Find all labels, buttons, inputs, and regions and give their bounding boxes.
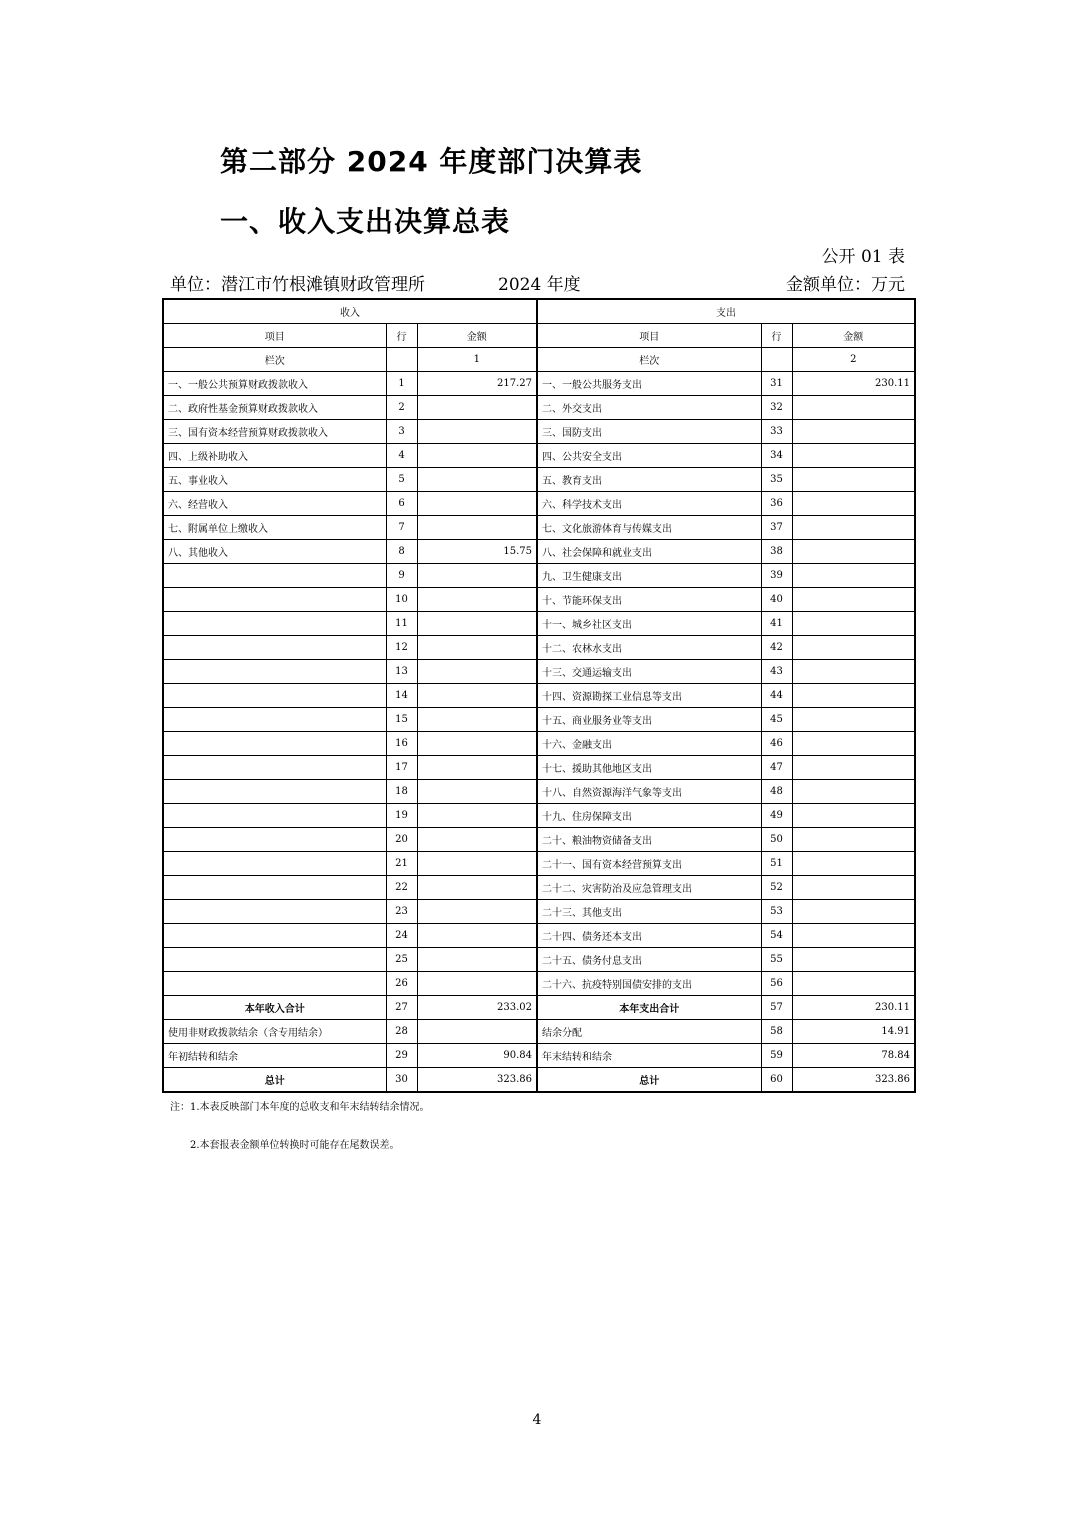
expense-item-cell: 二十二、灾害防治及应急管理支出 <box>537 876 761 900</box>
income-line-cell: 24 <box>386 924 417 948</box>
income-item-cell: 本年收入合计 <box>163 996 386 1020</box>
expense-item-cell: 一、一般公共服务支出 <box>537 372 761 396</box>
expense-line-cell: 50 <box>761 828 792 852</box>
income-amount-cell <box>417 468 537 492</box>
expense-item-cell: 四、公共安全支出 <box>537 444 761 468</box>
income-item-cell <box>163 588 386 612</box>
income-item-cell: 五、事业收入 <box>163 468 386 492</box>
expense-seq-label: 栏次 <box>537 348 761 372</box>
expense-amount-cell <box>792 876 915 900</box>
table-row <box>163 828 915 852</box>
expense-amount-cell <box>792 420 915 444</box>
income-amount-cell <box>417 756 537 780</box>
income-item-cell <box>163 636 386 660</box>
income-amount-cell <box>417 564 537 588</box>
table-row <box>163 588 915 612</box>
income-amount-cell <box>417 780 537 804</box>
income-amount-header: 金额 <box>417 324 537 348</box>
income-amount-cell <box>417 876 537 900</box>
expense-item-cell: 六、科学技术支出 <box>537 492 761 516</box>
expense-amount-cell <box>792 804 915 828</box>
expense-line-cell: 56 <box>761 972 792 996</box>
expense-line-cell: 33 <box>761 420 792 444</box>
expense-amount-cell: 14.91 <box>792 1020 915 1044</box>
expense-line-cell: 31 <box>761 372 792 396</box>
expense-item-cell: 十七、援助其他地区支出 <box>537 756 761 780</box>
expense-amount-cell <box>792 660 915 684</box>
table-meta <box>170 270 905 295</box>
expense-item-cell: 年末结转和结余 <box>537 1044 761 1068</box>
income-item-cell: 八、其他收入 <box>163 540 386 564</box>
income-item-cell <box>163 564 386 588</box>
income-item-cell <box>163 708 386 732</box>
income-item-cell <box>163 804 386 828</box>
expense-line-cell: 41 <box>761 612 792 636</box>
summary-row <box>163 1044 915 1068</box>
income-item-cell <box>163 852 386 876</box>
expense-amount-cell: 323.86 <box>792 1068 915 1093</box>
income-line-cell: 11 <box>386 612 417 636</box>
income-amount-cell <box>417 492 537 516</box>
income-item-cell <box>163 660 386 684</box>
income-expense-table <box>162 298 916 1093</box>
income-item-cell: 四、上级补助收入 <box>163 444 386 468</box>
table-row <box>163 660 915 684</box>
expense-group-header: 支出 <box>537 299 915 324</box>
table-row <box>163 612 915 636</box>
income-amount-cell <box>417 948 537 972</box>
table-row <box>163 708 915 732</box>
summary-row <box>163 1068 915 1093</box>
column-seq-row <box>163 348 915 372</box>
expense-item-cell: 二十五、债务付息支出 <box>537 948 761 972</box>
table-row <box>163 396 915 420</box>
expense-item-cell: 总计 <box>537 1068 761 1093</box>
income-item-cell <box>163 900 386 924</box>
income-line-cell: 2 <box>386 396 417 420</box>
income-amount-cell: 15.75 <box>417 540 537 564</box>
table-row <box>163 804 915 828</box>
expense-line-cell: 46 <box>761 732 792 756</box>
expense-amount-cell <box>792 636 915 660</box>
expense-item-cell: 十三、交通运输支出 <box>537 660 761 684</box>
expense-line-cell: 34 <box>761 444 792 468</box>
expense-item-cell: 结余分配 <box>537 1020 761 1044</box>
expense-amount-cell <box>792 516 915 540</box>
income-amount-cell <box>417 588 537 612</box>
income-amount-cell <box>417 636 537 660</box>
table-row <box>163 468 915 492</box>
expense-item-cell: 十六、金融支出 <box>537 732 761 756</box>
expense-line-cell: 48 <box>761 780 792 804</box>
income-seq-line <box>386 348 417 372</box>
expense-line-cell: 38 <box>761 540 792 564</box>
income-item-cell <box>163 876 386 900</box>
page-part-title: 第二部分 2024 年度部门决算表 <box>220 145 643 178</box>
income-line-cell: 22 <box>386 876 417 900</box>
income-amount-cell <box>417 444 537 468</box>
income-line-cell: 26 <box>386 972 417 996</box>
income-item-cell <box>163 948 386 972</box>
expense-amount-cell <box>792 900 915 924</box>
expense-amount-cell <box>792 756 915 780</box>
income-line-cell: 12 <box>386 636 417 660</box>
income-item-cell <box>163 924 386 948</box>
income-item-cell <box>163 756 386 780</box>
table-row <box>163 972 915 996</box>
income-amount-cell <box>417 900 537 924</box>
expense-amount-cell <box>792 564 915 588</box>
income-item-header: 项目 <box>163 324 386 348</box>
table-row <box>163 516 915 540</box>
expense-line-cell: 55 <box>761 948 792 972</box>
table-row <box>163 924 915 948</box>
income-line-cell: 13 <box>386 660 417 684</box>
expense-item-cell: 二十三、其他支出 <box>537 900 761 924</box>
expense-seq-line <box>761 348 792 372</box>
income-line-cell: 3 <box>386 420 417 444</box>
expense-amount-cell <box>792 612 915 636</box>
expense-amount-cell <box>792 492 915 516</box>
table-row <box>163 492 915 516</box>
summary-row <box>163 996 915 1020</box>
table-row <box>163 756 915 780</box>
expense-line-cell: 43 <box>761 660 792 684</box>
income-amount-cell <box>417 396 537 420</box>
income-item-cell: 一、一般公共预算财政拨款收入 <box>163 372 386 396</box>
income-line-cell: 19 <box>386 804 417 828</box>
expense-line-cell: 59 <box>761 1044 792 1068</box>
expense-seq-number: 2 <box>792 348 915 372</box>
group-header-row <box>163 299 915 324</box>
expense-amount-cell <box>792 852 915 876</box>
income-amount-cell: 233.02 <box>417 996 537 1020</box>
expense-line-cell: 32 <box>761 396 792 420</box>
income-amount-cell <box>417 732 537 756</box>
expense-item-cell: 十、节能环保支出 <box>537 588 761 612</box>
expense-amount-cell <box>792 684 915 708</box>
income-line-cell: 27 <box>386 996 417 1020</box>
expense-item-cell: 十一、城乡社区支出 <box>537 612 761 636</box>
expense-amount-cell <box>792 780 915 804</box>
income-line-cell: 6 <box>386 492 417 516</box>
income-line-cell: 7 <box>386 516 417 540</box>
expense-item-cell: 二十四、债务还本支出 <box>537 924 761 948</box>
income-line-cell: 15 <box>386 708 417 732</box>
expense-line-cell: 44 <box>761 684 792 708</box>
expense-line-cell: 40 <box>761 588 792 612</box>
expense-amount-cell <box>792 948 915 972</box>
expense-item-cell: 二十六、抗疫特别国债安排的支出 <box>537 972 761 996</box>
income-line-cell: 1 <box>386 372 417 396</box>
table-row <box>163 684 915 708</box>
expense-item-cell: 八、社会保障和就业支出 <box>537 540 761 564</box>
expense-line-cell: 45 <box>761 708 792 732</box>
table-row <box>163 900 915 924</box>
reporting-year: 2024 年度 <box>498 275 581 295</box>
income-seq-number: 1 <box>417 348 537 372</box>
table-row <box>163 444 915 468</box>
expense-item-cell: 十九、住房保障支出 <box>537 804 761 828</box>
income-group-header: 收入 <box>163 299 537 324</box>
expense-amount-cell <box>792 732 915 756</box>
income-item-cell: 六、经营收入 <box>163 492 386 516</box>
expense-line-cell: 49 <box>761 804 792 828</box>
table-row <box>163 372 915 396</box>
income-line-cell: 8 <box>386 540 417 564</box>
income-line-cell: 4 <box>386 444 417 468</box>
income-amount-cell: 217.27 <box>417 372 537 396</box>
expense-item-cell: 十五、商业服务业等支出 <box>537 708 761 732</box>
expense-amount-cell <box>792 708 915 732</box>
expense-amount-cell <box>792 588 915 612</box>
expense-line-cell: 37 <box>761 516 792 540</box>
expense-amount-cell <box>792 828 915 852</box>
income-line-cell: 16 <box>386 732 417 756</box>
expense-amount-cell <box>792 924 915 948</box>
expense-amount-cell <box>792 396 915 420</box>
income-amount-cell <box>417 660 537 684</box>
money-unit: 金额单位：万元 <box>786 275 905 295</box>
income-line-cell: 28 <box>386 1020 417 1044</box>
column-header-row <box>163 324 915 348</box>
income-amount-cell <box>417 828 537 852</box>
table-row <box>163 876 915 900</box>
income-line-cell: 25 <box>386 948 417 972</box>
expense-item-cell: 九、卫生健康支出 <box>537 564 761 588</box>
expense-line-cell: 35 <box>761 468 792 492</box>
income-line-cell: 29 <box>386 1044 417 1068</box>
income-amount-cell: 323.86 <box>417 1068 537 1093</box>
expense-amount-cell <box>792 540 915 564</box>
expense-line-header: 行 <box>761 324 792 348</box>
expense-item-cell: 五、教育支出 <box>537 468 761 492</box>
expense-amount-cell: 230.11 <box>792 372 915 396</box>
income-line-cell: 21 <box>386 852 417 876</box>
income-item-cell <box>163 612 386 636</box>
expense-item-cell: 本年支出合计 <box>537 996 761 1020</box>
expense-line-cell: 47 <box>761 756 792 780</box>
expense-line-cell: 57 <box>761 996 792 1020</box>
income-amount-cell <box>417 852 537 876</box>
table-row <box>163 564 915 588</box>
table-row <box>163 948 915 972</box>
income-item-cell: 使用非财政拨款结余（含专用结余） <box>163 1020 386 1044</box>
income-line-cell: 17 <box>386 756 417 780</box>
expense-item-cell: 二十、粮油物资储备支出 <box>537 828 761 852</box>
income-amount-cell <box>417 1020 537 1044</box>
income-amount-cell: 90.84 <box>417 1044 537 1068</box>
income-item-cell: 二、政府性基金预算财政拨款收入 <box>163 396 386 420</box>
table-row <box>163 732 915 756</box>
note-2: 2.本套报表金额单位转换时可能存在尾数误差。 <box>190 1140 400 1151</box>
note-1: 注：1.本表反映部门本年度的总收支和年末结转结余情况。 <box>170 1102 430 1113</box>
expense-item-cell: 二十一、国有资本经营预算支出 <box>537 852 761 876</box>
table-number: 公开 01 表 <box>821 247 905 267</box>
expense-item-cell: 十八、自然资源海洋气象等支出 <box>537 780 761 804</box>
expense-item-cell: 十二、农林水支出 <box>537 636 761 660</box>
income-item-cell <box>163 972 386 996</box>
expense-item-cell: 三、国防支出 <box>537 420 761 444</box>
income-amount-cell <box>417 972 537 996</box>
table-row <box>163 852 915 876</box>
income-item-cell: 总计 <box>163 1068 386 1093</box>
expense-amount-header: 金额 <box>792 324 915 348</box>
income-item-cell: 三、国有资本经营预算财政拨款收入 <box>163 420 386 444</box>
table-row <box>163 780 915 804</box>
income-amount-cell <box>417 804 537 828</box>
income-item-cell <box>163 780 386 804</box>
expense-amount-cell <box>792 468 915 492</box>
reporting-unit: 单位：潜江市竹根滩镇财政管理所 <box>170 275 425 295</box>
expense-amount-cell <box>792 444 915 468</box>
income-amount-cell <box>417 612 537 636</box>
income-amount-cell <box>417 924 537 948</box>
income-amount-cell <box>417 516 537 540</box>
expense-line-cell: 58 <box>761 1020 792 1044</box>
income-amount-cell <box>417 708 537 732</box>
section-title: 一、收入支出决算总表 <box>220 205 511 238</box>
expense-item-header: 项目 <box>537 324 761 348</box>
income-seq-label: 栏次 <box>163 348 386 372</box>
income-item-cell <box>163 828 386 852</box>
income-line-cell: 9 <box>386 564 417 588</box>
expense-line-cell: 42 <box>761 636 792 660</box>
income-line-cell: 30 <box>386 1068 417 1093</box>
income-amount-cell <box>417 684 537 708</box>
income-amount-cell <box>417 420 537 444</box>
expense-line-cell: 51 <box>761 852 792 876</box>
income-line-cell: 10 <box>386 588 417 612</box>
income-line-cell: 14 <box>386 684 417 708</box>
income-item-cell <box>163 732 386 756</box>
expense-line-cell: 52 <box>761 876 792 900</box>
expense-amount-cell: 78.84 <box>792 1044 915 1068</box>
expense-amount-cell: 230.11 <box>792 996 915 1020</box>
income-item-cell: 年初结转和结余 <box>163 1044 386 1068</box>
table-row <box>163 540 915 564</box>
income-line-cell: 23 <box>386 900 417 924</box>
expense-line-cell: 36 <box>761 492 792 516</box>
income-line-cell: 18 <box>386 780 417 804</box>
table-row <box>163 420 915 444</box>
income-line-header: 行 <box>386 324 417 348</box>
expense-item-cell: 二、外交支出 <box>537 396 761 420</box>
expense-line-cell: 60 <box>761 1068 792 1093</box>
table-notes <box>170 1098 430 1174</box>
expense-item-cell: 七、文化旅游体育与传媒支出 <box>537 516 761 540</box>
income-line-cell: 20 <box>386 828 417 852</box>
income-item-cell <box>163 684 386 708</box>
income-item-cell: 七、附属单位上缴收入 <box>163 516 386 540</box>
summary-row <box>163 1020 915 1044</box>
expense-amount-cell <box>792 972 915 996</box>
expense-item-cell: 十四、资源勘探工业信息等支出 <box>537 684 761 708</box>
table-row <box>163 636 915 660</box>
income-line-cell: 5 <box>386 468 417 492</box>
expense-line-cell: 54 <box>761 924 792 948</box>
expense-line-cell: 53 <box>761 900 792 924</box>
expense-line-cell: 39 <box>761 564 792 588</box>
page-number: 4 <box>532 1412 542 1428</box>
